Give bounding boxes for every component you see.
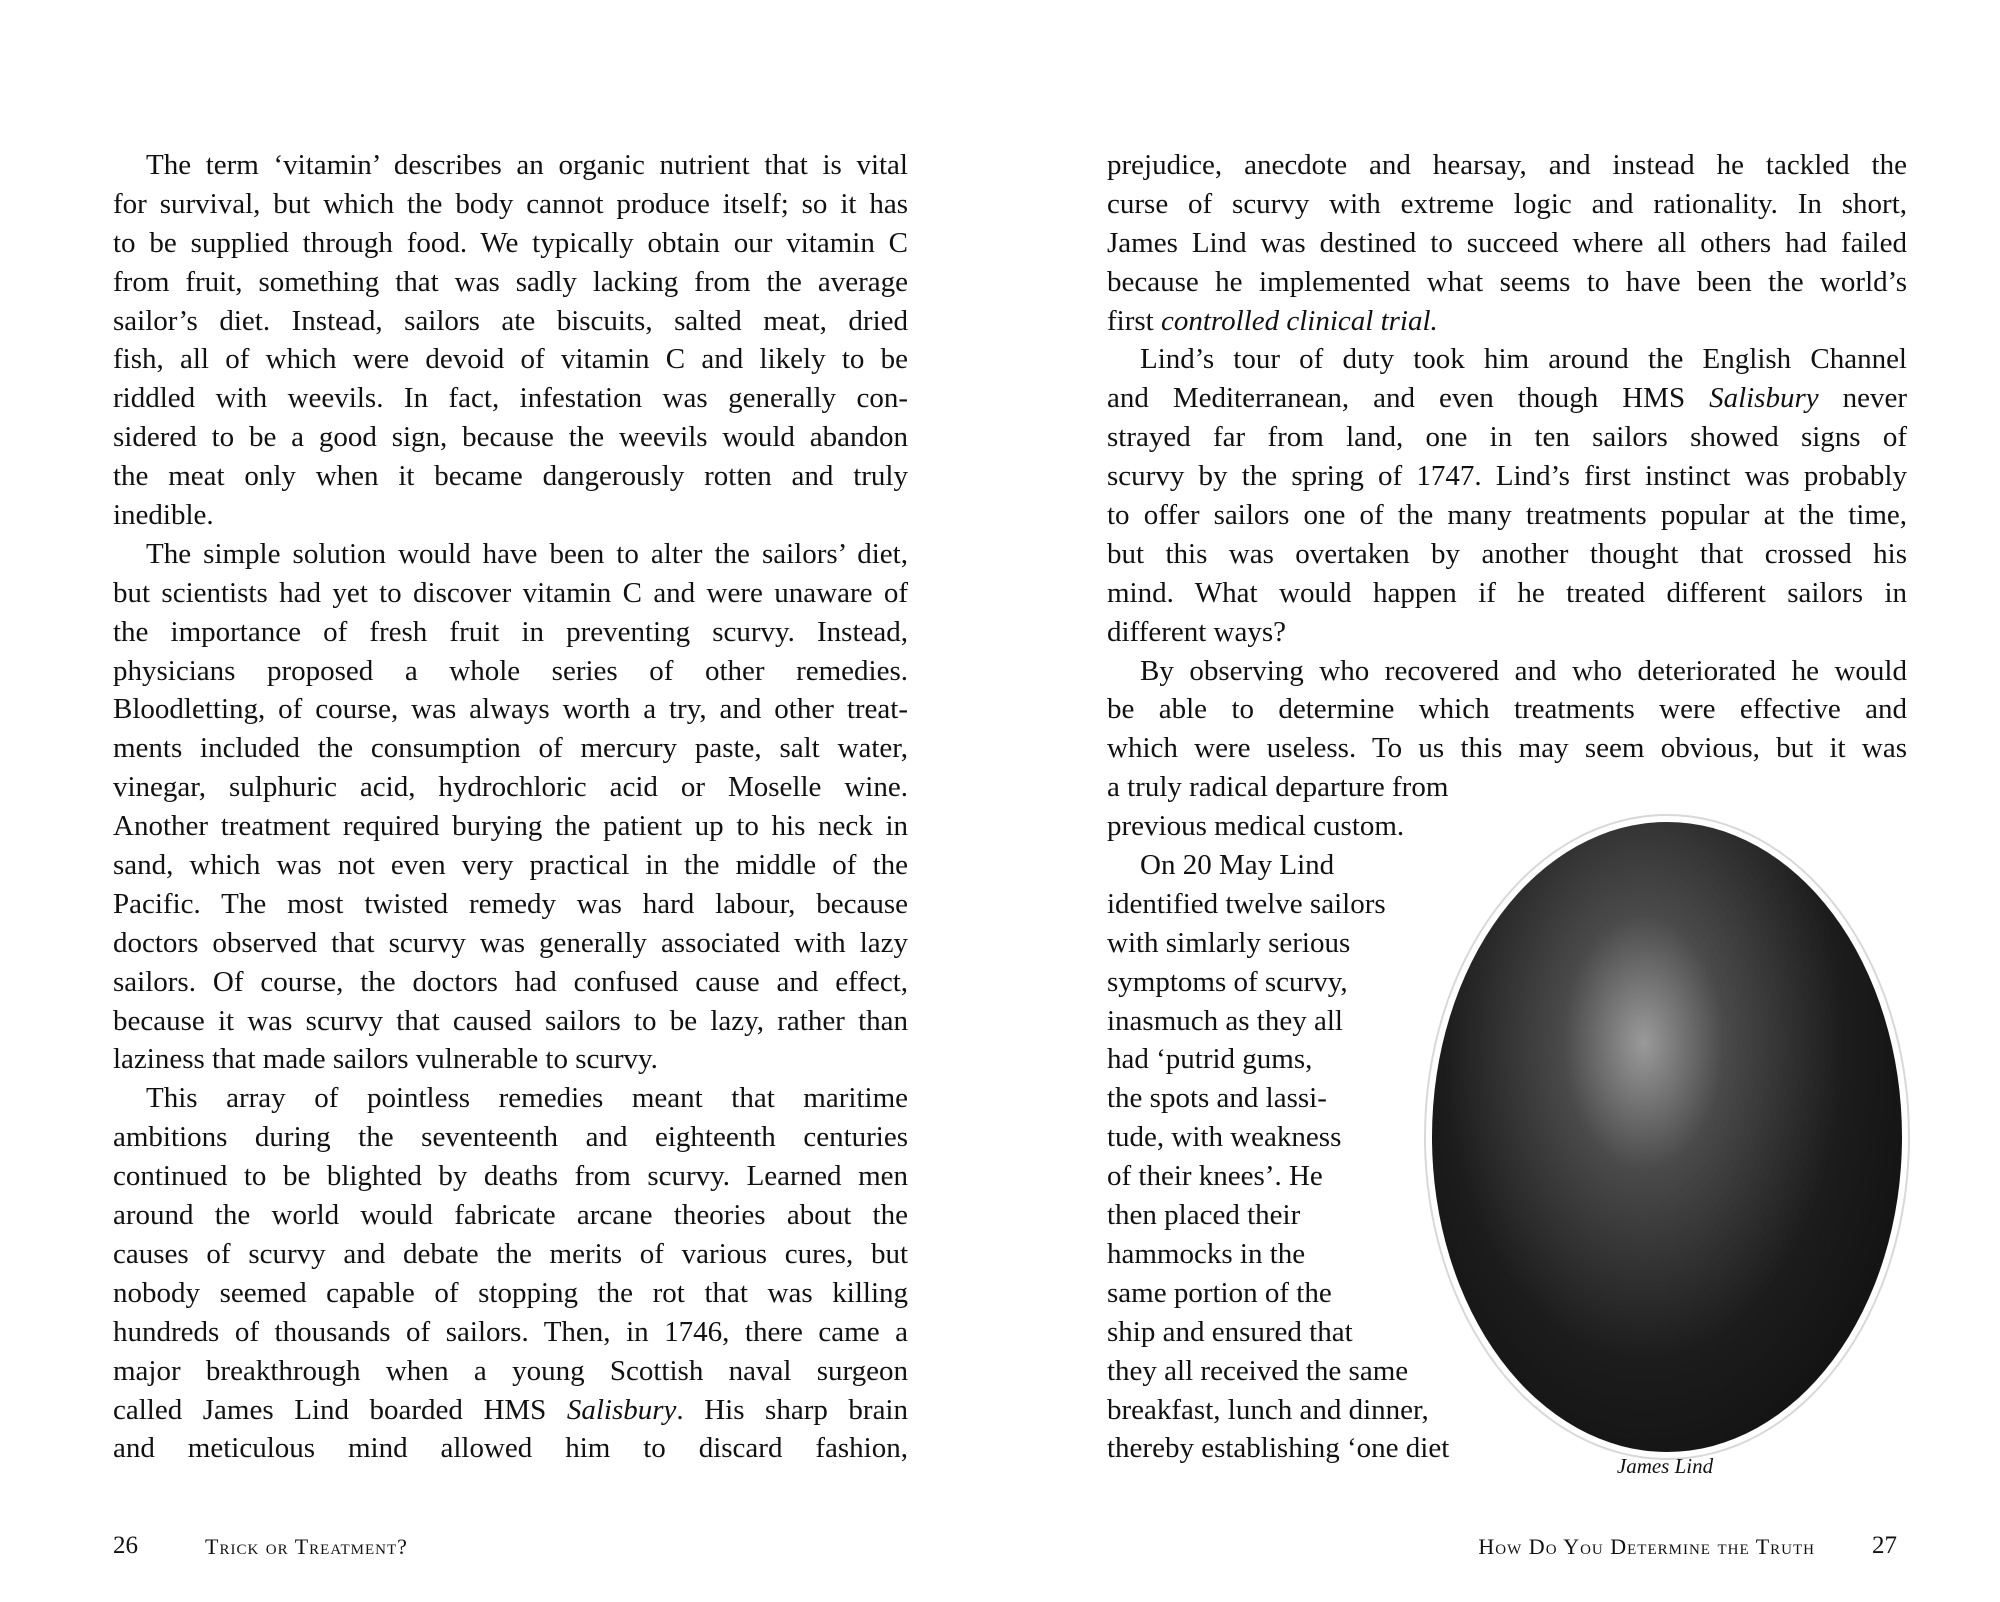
text-line	[113, 924, 908, 963]
text-line	[113, 690, 908, 729]
text-segment: had ‘putrid gums,	[1107, 1043, 1313, 1076]
text-segment: and Mediterranean, and even though HMS	[1107, 382, 1710, 415]
text-line	[113, 224, 908, 263]
text-segment: strayed far from land, one in ten sailors showed signs of	[1107, 421, 1907, 454]
text-line	[1107, 807, 1907, 846]
italic-text-segment: controlled clinical trial.	[1160, 304, 1438, 337]
text-line	[113, 963, 908, 1002]
text-segment: doctors observed that scurvy was generally associated with lazy	[113, 926, 908, 959]
text-segment: a truly radical departure from	[1107, 771, 1449, 804]
text-segment: ments included the consumption of mercury paste, salt water,	[113, 732, 908, 765]
text-segment: scurvy by the spring of 1747. Lind’s first instinct was probably	[1107, 460, 1907, 493]
text-segment: around the world would fabricate arcane theories about the	[113, 1199, 908, 1232]
text-segment: because he implemented what seems to have been the world’s	[1107, 265, 1907, 298]
text-segment: from fruit, something that was sadly lacking from the average	[113, 265, 908, 298]
text-segment: because it was scurvy that caused sailors to be lazy, rather than	[113, 1004, 908, 1037]
text-segment: the meat only when it became dangerously rotten and truly	[113, 460, 908, 493]
text-segment: nobody seemed capable of stopping the rot that was killing	[113, 1276, 908, 1309]
text-line	[113, 379, 908, 418]
text-line	[113, 613, 908, 652]
text-segment: laziness that made sailors vulnerable to scurvy.	[113, 1043, 658, 1076]
text-segment: and meticulous mind allowed him to discard fashion,	[113, 1432, 908, 1465]
text-line	[113, 418, 908, 457]
text-segment: James Lind was destined to succeed where all others had failed	[1107, 226, 1907, 259]
text-segment: with simlarly serious	[1107, 926, 1351, 959]
text-segment: sailors. Of course, the doctors had confused cause and effect,	[113, 965, 908, 998]
text-segment: inasmuch as they all	[1107, 1004, 1343, 1037]
text-line	[1107, 263, 1907, 302]
text-line	[113, 1040, 908, 1079]
text-segment: curse of scurvy with extreme logic and rationality. In short,	[1107, 187, 1907, 220]
text-segment: of their knees’. He	[1107, 1160, 1323, 1193]
text-segment: riddled with weevils. In fact, infestation was generally con-	[113, 382, 908, 415]
text-line	[1107, 652, 1907, 691]
text-segment: . His sharp brain	[676, 1393, 908, 1426]
text-line	[113, 340, 908, 379]
text-segment: sidered to be a good sign, because the weevils would abandon	[113, 421, 908, 454]
text-line	[1107, 340, 1907, 379]
text-segment: previous medical custom.	[1107, 810, 1405, 843]
text-line	[113, 496, 908, 535]
text-line	[113, 1391, 908, 1430]
text-line	[1107, 418, 1907, 457]
text-segment: The simple solution would have been to alter the sailors’ diet,	[146, 537, 908, 570]
italic-text-segment: Salisbury	[566, 1393, 677, 1426]
text-line	[1107, 224, 1907, 263]
text-line	[1107, 457, 1907, 496]
text-segment: continued to be blighted by deaths from scurvy. Learned men	[113, 1160, 908, 1193]
text-line	[113, 846, 908, 885]
text-line	[1107, 185, 1907, 224]
text-segment: but this was overtaken by another thought that crossed his	[1107, 537, 1907, 570]
text-line	[113, 535, 908, 574]
text-segment: mind. What would happen if he treated different sailors in	[1107, 576, 1907, 609]
text-line	[113, 1352, 908, 1391]
text-segment: called James Lind boarded HMS	[113, 1393, 567, 1426]
text-segment: be able to determine which treatments were effective and	[1107, 693, 1907, 726]
text-line	[113, 1118, 908, 1157]
text-line	[113, 457, 908, 496]
text-line	[1107, 690, 1907, 729]
text-segment: then placed their	[1107, 1199, 1301, 1232]
text-segment: ship and ensured that	[1107, 1315, 1353, 1348]
text-line	[1107, 1429, 1907, 1468]
text-segment: different ways?	[1107, 615, 1287, 648]
text-segment: tude, with weakness	[1107, 1121, 1342, 1154]
text-segment: never	[1818, 382, 1907, 415]
text-segment: By observing who recovered and who deteriorated he would	[1140, 654, 1907, 687]
text-line	[113, 1002, 908, 1041]
text-segment: for survival, but which the body cannot produce itself; so it has	[113, 187, 908, 220]
text-segment: to be supplied through food. We typically obtain our vitamin C	[113, 226, 908, 259]
text-line	[113, 185, 908, 224]
text-segment: the spots and lassi-	[1107, 1082, 1327, 1115]
text-segment: identified twelve sailors	[1107, 887, 1386, 920]
text-line	[113, 1157, 908, 1196]
text-segment: major breakthrough when a young Scottish naval surgeon	[113, 1354, 908, 1387]
text-line	[113, 729, 908, 768]
text-line	[1107, 379, 1907, 418]
text-segment: prejudice, anecdote and hearsay, and instead he tackled the	[1107, 149, 1907, 181]
text-segment: symptoms of scurvy,	[1107, 965, 1348, 998]
text-line	[113, 302, 908, 341]
text-segment: Another treatment required burying the patient up to his neck in	[113, 810, 908, 843]
left-running-head: Trick or Treatment?	[205, 1534, 408, 1559]
text-line	[113, 1196, 908, 1235]
text-segment: thereby establishing ‘one diet	[1107, 1432, 1450, 1465]
text-segment: vinegar, sulphuric acid, hydrochloric acid or Moselle wine.	[113, 771, 908, 804]
text-line	[113, 263, 908, 302]
text-segment: sand, which was not even very practical in the middle of the	[113, 849, 908, 882]
text-segment: same portion of the	[1107, 1276, 1332, 1309]
text-line	[1107, 146, 1907, 185]
text-line	[1107, 729, 1907, 768]
text-segment: hammocks in the	[1107, 1237, 1306, 1270]
text-line	[1107, 613, 1907, 652]
text-segment: Bloodletting, of course, was always worth a try, and other treat-	[113, 693, 908, 726]
text-line	[113, 768, 908, 807]
text-segment: This array of pointless remedies meant that maritime	[146, 1082, 908, 1115]
text-line	[113, 885, 908, 924]
text-line	[1107, 535, 1907, 574]
text-segment: sailor’s diet. Instead, sailors ate biscuits, salted meat, dried	[113, 304, 908, 337]
right-page-number: 27	[1872, 1532, 1897, 1559]
text-segment: they all received the same	[1107, 1354, 1409, 1387]
text-segment: causes of scurvy and debate the merits of various cures, but	[113, 1237, 908, 1270]
text-line	[113, 1429, 908, 1468]
text-segment: breakfast, lunch and dinner,	[1107, 1393, 1429, 1426]
text-line	[1107, 574, 1907, 613]
italic-text-segment: Salisbury	[1709, 382, 1819, 415]
text-line	[1107, 302, 1907, 341]
text-segment: hundreds of thousands of sailors. Then, in 1746, there came a	[113, 1315, 908, 1348]
text-line	[113, 574, 908, 613]
text-line	[1107, 768, 1907, 807]
text-segment: fish, all of which were devoid of vitamin C and likely to be	[113, 343, 908, 376]
text-segment: The term ‘vitamin’ describes an organic nutrient that is vital	[146, 149, 908, 181]
text-segment: which were useless. To us this may seem obvious, but it was	[1107, 732, 1907, 765]
portrait-caption: James Lind	[1616, 1454, 1714, 1478]
text-segment: but scientists had yet to discover vitamin C and were unaware of	[113, 576, 908, 609]
text-line	[113, 652, 908, 691]
text-line	[113, 1313, 908, 1352]
text-line	[113, 1274, 908, 1313]
right-running-head: How Do You Determine the Truth	[1478, 1534, 1815, 1559]
text-segment: to offer sailors one of the many treatments popular at the time,	[1107, 499, 1907, 532]
text-line	[113, 1079, 908, 1118]
text-line	[113, 1235, 908, 1274]
left-page-number: 26	[113, 1532, 138, 1559]
text-segment: inedible.	[113, 499, 214, 532]
text-segment: ambitions during the seventeenth and eighteenth centuries	[113, 1121, 908, 1154]
text-segment: On 20 May Lind	[1140, 849, 1335, 882]
left-page-body-text	[113, 146, 908, 1468]
text-segment: physicians proposed a whole series of other remedies.	[113, 654, 908, 687]
text-line	[1107, 496, 1907, 535]
text-segment: the importance of fresh fruit in preventing scurvy. Instead,	[113, 615, 908, 648]
text-segment: first	[1107, 304, 1161, 337]
text-line	[113, 146, 908, 185]
text-segment: Pacific. The most twisted remedy was hard labour, because	[113, 887, 908, 920]
text-segment: Lind’s tour of duty took him around the English Channel	[1140, 343, 1907, 376]
james-lind-portrait-image	[1432, 822, 1902, 1452]
text-line	[113, 807, 908, 846]
